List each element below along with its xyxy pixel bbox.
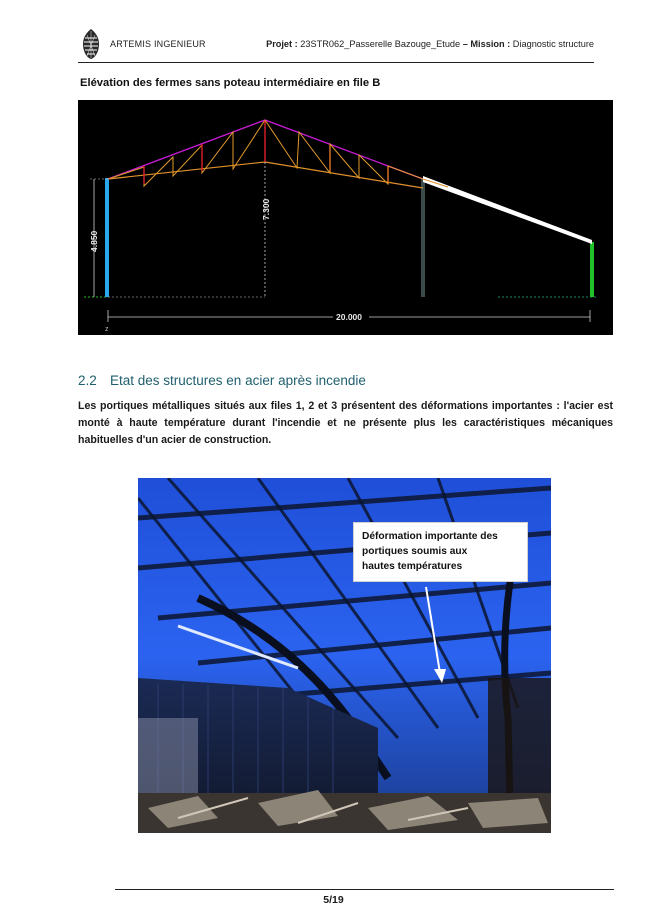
pinecone-logo-icon [80,28,102,60]
mission-label: Mission : [470,39,511,49]
figure-title: Elévation des fermes sans poteau intermédiaire en file B [80,77,381,89]
dim-left-height: 4.850 [89,230,99,252]
callout-line-1: Déformation importante des [362,531,498,542]
left-column [105,178,109,297]
brand-name: ARTEMIS INGENIEUR [110,39,206,49]
axis-label: z [105,326,109,333]
project-value: 23STR062_Passerelle Bazouge_Etude [300,39,461,49]
section-heading [78,373,366,388]
truss-elevation-diagram [78,100,613,335]
mission-value: Diagnostic structure [512,39,594,49]
right-column [590,242,594,297]
header-separator: – [462,39,468,49]
photo-callout [353,522,528,582]
callout-line-3: hautes températures [362,561,463,572]
project-info [266,39,594,49]
column-b [421,178,425,297]
project-label: Projet : [266,39,298,49]
dim-span: 20.000 [336,312,362,322]
callout-arrow-icon [420,585,450,685]
section-title: Etat des structures en acier après incendie [110,373,366,388]
footer-divider [115,889,614,890]
section-number: 2.2 [78,373,97,388]
header-divider [78,62,594,63]
dim-center-height: 7.300 [261,198,271,220]
callout-line-2: portiques soumis aux [362,546,468,557]
page-header [78,26,594,62]
page-number: 5/19 [323,894,344,906]
section-paragraph: Les portiques métalliques situés aux files 1, 2 et 3 présentent des déformations importantes : l'acier est monté à haute température durant l'incendie et ne présente plus les caractéristiques mécaniques habituelles d'un acier de construction. [78,400,613,446]
